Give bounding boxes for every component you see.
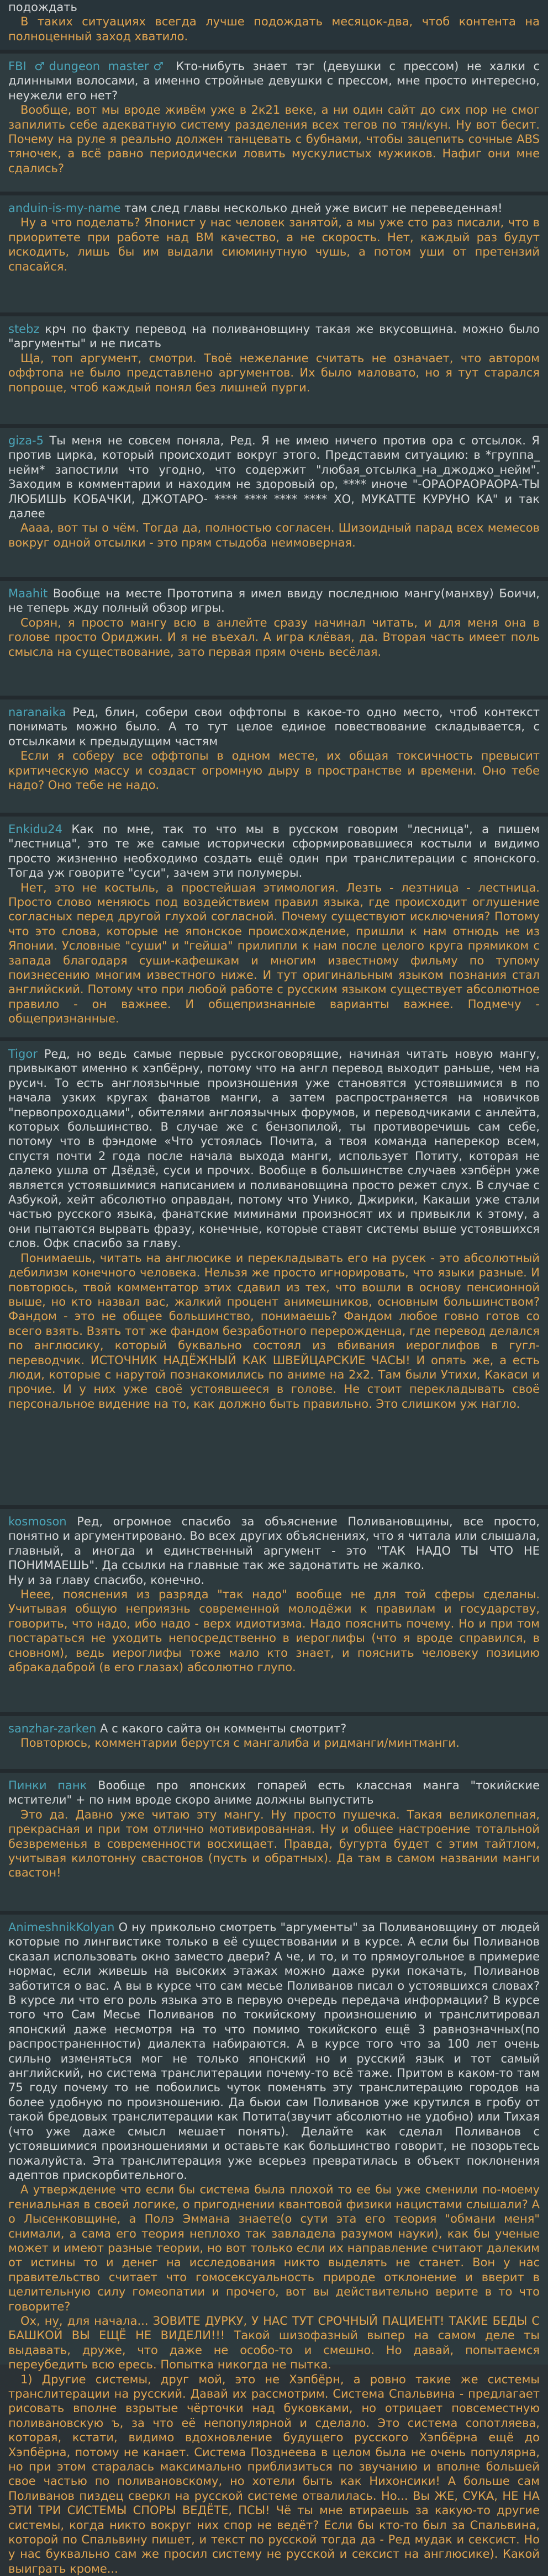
author-link[interactable]: giza-5 <box>8 434 44 447</box>
divider-5 <box>0 696 548 699</box>
divider-2 <box>0 312 548 316</box>
comment-text: Ты меня не совсем поняла, Ред. Я не имею ничего против ора с отсылок. Я против цирка, который происходит вокруг этого. Представим ситуацию: в *группа_ нейм* запостили что угодно, что содержит "любая_отсылка_на_джоджо_нейм". Заходим в комментарии и находим не здоровый ор, **** иноче "-ОРАОРАОРАОРА-ТЫ ЛЮБИШЬ КОБАЧКИ, ДЖОТАРО- **** **** **** **** ХО, МУКАТТЕ КУРУНО КА" и так далее <box>8 434 540 521</box>
author-link[interactable]: anduin-is-my-name <box>8 202 121 215</box>
comment-text: Кто-нибуть знает тэг (девушки с прессом) не халки с длинными волосами, а именно стройные девушки с прессом, мне просто интересно, неужели его нет? <box>8 60 540 102</box>
author-link[interactable]: FBI ♂dungeon master♂ <box>8 60 168 73</box>
reply-block-0 <box>0 0 548 50</box>
comment-text: подождать <box>8 1 77 14</box>
reply-text: 1) Другие системы, друг мой, это не Хэпбёрн, а ровно такие же системы транслитерации на русский. Давай их рассмотрим. Система Спальвина - предлагает рисовать вполне взрытые чёрточки над буковками, но отрицает повсеместную поливановскую ъ, за что её непопулярной и сделало. Это система сопотляева, которая, кстати, видимо вдохновление будущего русского Хэпбёрна ещё до Хэпбёрна, потому не канает. Система Позднеева в целом была не очень популярна, но при этом старалась максимально приблизиться по звучанию и вполне большей свое частью по поливановскому, но хотели быть как Нихонсики! А больше сам Поливанов пиздец сверкл на русской системе отвалилась. Но... Вы ЖЕ, СУКА, НЕ НА ЭТИ ТРИ СИСТЕМЫ СПОРЫ ВЕДЁТЕ, ПСЫ! Чё ты мне втираешь за какую-то другие системы, когда никто вокруг них спор не ведёт? Если бы кто-то был за Спальвина, которой по Спальвину пишет, и текст по русской тогда да - Ред мудак и сексист. Но у нас буквально сам же просил систему не русской и сексист на англюсике). Какой выиграть кроме... <box>8 2372 540 2575</box>
author-link[interactable]: Enkidu24 <box>8 823 62 836</box>
comment-block-5 <box>0 581 548 696</box>
comment-block-2 <box>0 195 548 312</box>
divider-7 <box>0 1037 548 1041</box>
reply-text: Ща, топ аргумент, смотри. Твоё нежелание считать не означает, что автором оффтопа не было представлено аргументов. Их было маловато, но я тут старался попроще, чтоб каждый понял без лишней пурги. <box>8 351 540 394</box>
divider-11 <box>0 1911 548 1915</box>
divider-8 <box>0 1505 548 1509</box>
author-link[interactable]: naranaika <box>8 706 66 719</box>
author-link[interactable]: stebz <box>8 322 40 336</box>
comment-block-11 <box>0 1773 548 1911</box>
comment-block-1 <box>0 54 548 192</box>
reply-text: Ну а что поделать? Японист у нас человек занятой, а мы уже сто раз писали, что в приоритете при работе над ВМ качество, а не скорость. Нет, каждый раз будут искодить, лишь бы им выдали сиюминутную чушь, а потом уши от претензий спасайся. <box>8 216 540 273</box>
reply-text: Это да. Давно уже читаю эту мангу. Ну просто пушечка. Такая великолепная, прекрасная и при том отлично мотивированная. Ну и общее настроение тотальной безвременья в современности восхищает. Правда, бугурта будет с этим тайтлом, учитывая килотонну свастонов (пусть и обратных). Да там в самом названии манги свастон! <box>8 1808 540 1880</box>
comment-block-6 <box>0 699 548 813</box>
comment-text: Ред, огромное спасибо за объяснение Поливановщины, все просто, понятно и аргументировано. Во всех других объяснениях, что я читала или слышала, главный, а иногда и единственный аргумент - это "ТАК НАДО ТЫ ЧТО НЕ ПОНИМАЕШЬ". Да ссылки на главные так же задонатить не жалко. Ну и за главу спасибо, конечно. <box>8 1515 540 1587</box>
divider-4 <box>0 577 548 581</box>
comment-block-12 <box>0 1915 548 2575</box>
author-link[interactable]: kosmoson <box>8 1515 67 1528</box>
author-link[interactable]: AnimeshnikKolyan <box>8 1921 115 1934</box>
reply-text: Понимаешь, читать на англюсике и перекладывать его на русек - это абсолютный дебилизм конечного человека. Нельзя же просто игнорировать, что языки разные. И повторюсь, твой комментатор этих сдавил из тех, что вошли в основу пенсионной выше, но кто назвал ваc, жалкий процент анимешников, основным большинством? Фандом - это не общее большинство, понимаешь? Фандом любое говно готов со всего взять. Взять тот же фандом безработного перерожденца, где перевод делался по англюсику, который буквально состоял из вбивания иероглифов в гугл-переводчик. ИСТОЧНИК НАДЁЖНЫЙ КАК ШВЕЙЦАРСКИЕ ЧАСЫ! И опять же, а есть люди, которые с нарутой познакомились по аниме на 2х2. Там были Утихи, Какаси и прочие. И у них уже своё устоявшееся в голове. Не стоит перекладывать своё персональное видение на то, как должно быть правильно. Это слишком уж нагло. <box>8 1251 540 1411</box>
author-link[interactable]: Tigor <box>8 1047 38 1061</box>
comment-block-7 <box>0 817 548 1037</box>
comment-text: Ред, но ведь самые первые русскоговорящие, начиная читать новую мангу, привыкают именно к хэпбёрну, потому что на англ перевод выходит раньше, чем на русич. То есть англоязычные произношения уже становятся устоявшимися в по начала узких кругах фанатов манги, а затем распространяется на новичков "первопроходцами", обителями англоязычных форумов, и переводчиками с анлейта, которых большинство. В случае же с бензопилой, ты противоречишь сам себе, потому что в фэндоме «Что устоялась Почита, а твоя команда наперекор всем, спустя почти 2 года после начала выхода манги, использует Потиту, которая не далеко ушла от Дзёдзё, суси и прочих. Вообще в большинстве случаев хэпбёрн уже является устоявшимися написанием и поливановщина просто режет слух. В случае с Азбукой, хейт абсолютно оправдан, потому что Унико, Джирики, Какаши уже стали частью русского языка, фанатские миминами произносят их и привыкли к этому, а они пытаются вырвать фразу, конечные, которые ставят системы выше устоявшихся слов. Офк спасибо за главу. <box>8 1047 540 1250</box>
reply-text: Ох, ну, для начала... ЗОВИТЕ ДУРКУ, У НАС ТУТ СРОЧНЫЙ ПАЦИЕНТ! ТАКИЕ БЕДЫ С БАШКОЙ ВЫ ЕЩЁ НЕ ВИДЕЛИ!!! Такой шизофазный выпер на самом деле ты выдавать, друже, что даже не особо-то и смешно. Но давай, попытаемся переубедить всю ересь. Попытка никогда не пытка. <box>8 2314 540 2372</box>
comment-block-4 <box>0 428 548 577</box>
reply-text: А утверждение что если бы система была плохой то ее бы уже сменили по-моему гениальная в своей логике, о пригоднении квантовой физики нацистами слышали? А о Лысенковщине, а Полэ Эммана знаете(о сути эта его теория "обмани меня" снимали, а сама его теория неплохо так завладела разумом науки), как бы ученые может и имеют разные теории, но вот только если их направление считают далеким от истины то и денег на исследования никто выделять не станет. Вон у нас правительство считает что гомосексуальность природе отклонение и вверит в целительную силу гомеопатии и прочего, вот вы действительно верите в то что говорите? <box>8 2183 540 2313</box>
comment-text: Вообще про японских гопарей есть классная манга "токийские мстители" + по ним вроде скоро аниме должны выпустить <box>8 1779 540 1807</box>
author-link[interactable]: sanzhar-zarken <box>8 1722 97 1735</box>
comment-text: Ред, блин, собери свои оффтопы в какое-то одно место, чтоб контекст понимать можно было. А то тут целое единое повествование складывается, с отсылками к предыдущим частям <box>8 706 540 748</box>
reply-text: Аааа, вот ты о чём. Тогда да, полностью согласен. Шизоидный парад всех мемесов вокруг одной отсылки - это прям стыдоба неимоверная. <box>8 521 540 549</box>
divider-0 <box>0 50 548 54</box>
divider-10 <box>0 1769 548 1773</box>
divider-3 <box>0 424 548 428</box>
reply-text: Сорян, я просто мангу всю в анлейте сразу начинал читать, и для меня она в голове просто Ориджин. И я не въехал. А игра клёвая, да. Вторая часть имеет поль смысла на существование, зато первая прям очень весёлая. <box>8 616 540 659</box>
comment-text: О ну прикольно смотреть "аргументы" за Поливановщину от людей которые по лингвистике только в её существовании и в курсе. А если бы Поливанов сказал использовать окно заместо двери? А че, и то, и то прямоугольное в примерие нормас, если живешь на высоких этажах можно даже руки покачать, Поливанов заботится о вас. А вы в курсе что сам месье Поливанов писал о устоявшихся словах? В курсе ли что его роль языка это в первую очередь передача информации? В курсе того что Сам Месье Поливанов по токийскому произношению и транслитировал японский даже несмотря на то что помимо токийского ещё 3 равнозначных(по распространенности) диалекта набираются. А в курсе того что за 100 лет очень сильно изменяться мог не только японский но и русский язык и тот самый английский, но система транслитерации почему-то всё таже. Притом в каком-то там 75 году почему то не побоились чуток поменять эту транслитерацию городов на более удобную по произношению. Да бьюи сам Поливанов уже крутился в гробу от такой бредовых транслитерации как Потита(звучит абсолютно не удобно) или Тихая (что уже даже смысл мешает понять). Делайте как сделал Поливанов с устоявшимися произношениями и оставьте как большинство говорит, не позорьтесь пожалуйста. Эта транслитерация уже всерьез превратилась в объект поклонения адептов прискорбительного. <box>8 1921 540 2182</box>
reply-text: Нет, это не костыль, а простейшая этимология. Лезть - лезтница - лестница. Просто слово меняюсь под воздействием правил языка, где происходит оглушение согласных перед другой глухой согласной. Почему существуют исключения? Потому что это слова, которые не японское происхождение, пришли к нам отнюдь не из Японии. Условные "суши" и "гейша" прилипли к нам после целого круга прямиком с запада благодаря суши-кафешкам и многим известному фильму по тупому поизнесению многим известного ниже. И тут оригинальным языком познания стал английский. Потому что при любой работе с русским языком существует абсолютное правило - он важнее. И общепризнанные варианты важнее. Подмечу - общепризнанные. <box>8 881 540 1026</box>
reply-text: В таких ситуациях всегда лучше подождать месяцок-два, чтоб контента на полноценный заход хватило. <box>8 15 540 43</box>
reply-text: Повторюсь, комментарии берутся с мангалиба и ридманги/минтманги. <box>20 1736 460 1750</box>
comment-block-10 <box>0 1716 548 1769</box>
comment-text: крч по факту перевод на поливановщину такая же вкусовщина. можно было "аргументы" и не писать <box>8 322 540 351</box>
reply-text: Неее, пояснения из разряда "так надо" вообще не для той сферы сделаны. Учитывая общую неприязнь современной молодёжи к правилам и государству, говорить, что надо, ибо надо - верх идиотизма. Надо пояснить почему. Но и при том постараться не уходить непосредственно в иероглифы (что я вроде справился, в сновном), ведь иероглифы тоже мало кто знает, и пояснить человеку позицию абракадаброй (в его глазах) абсолютно глупо. <box>8 1588 540 1674</box>
reply-text: Вообще, вот мы вроде живём уже в 2к21 веке, а ни один сайт до сих пор не смог запилить себе адекватную систему разделения всех тегов по тян/кун. Ну вот бесит. Почему на руле я реально должен танцевать с бубнами, чтобы зацепить сочные ABS тяночек, а всё равно периодически ловить мускулистых мужиков. Нафиг они мне сдались? <box>8 103 540 175</box>
divider-1 <box>0 192 548 195</box>
comment-block-8 <box>0 1041 548 1505</box>
author-link[interactable]: Maahit <box>8 587 48 600</box>
divider-9 <box>0 1712 548 1716</box>
comment-text: там след главы несколько дней уже висит не переведенная! <box>124 202 503 215</box>
comment-block-9 <box>0 1509 548 1712</box>
comment-text: Как по мне, так то что мы в русском говорим "лесница", а пишем "лестница", это те же самые исторически сформировавшиеся костыли и видимо просто жизненно необходимо создать ещё один при транслитерации с японского. Тогда уж говорите "суси", зачем эти полумеры. <box>8 823 540 880</box>
reply-text: Если я соберу все оффтопы в одном месте, их общая токсичность превысит критическую массу и создаст огромную дыру в пространстве и времени. Оно тебе надо? Оно тебе не надо. <box>8 749 540 792</box>
comment-text: А с какого сайта он комменты смотрит? <box>100 1722 347 1735</box>
author-link[interactable]: Пинки панк <box>8 1779 87 1792</box>
comment-block-3 <box>0 316 548 424</box>
divider-6 <box>0 813 548 817</box>
comment-text: Вообще на месте Прототипа я имел ввиду последнюю мангу(манхву) Боичи, не теперь жду полный обзор игры. <box>8 587 540 615</box>
